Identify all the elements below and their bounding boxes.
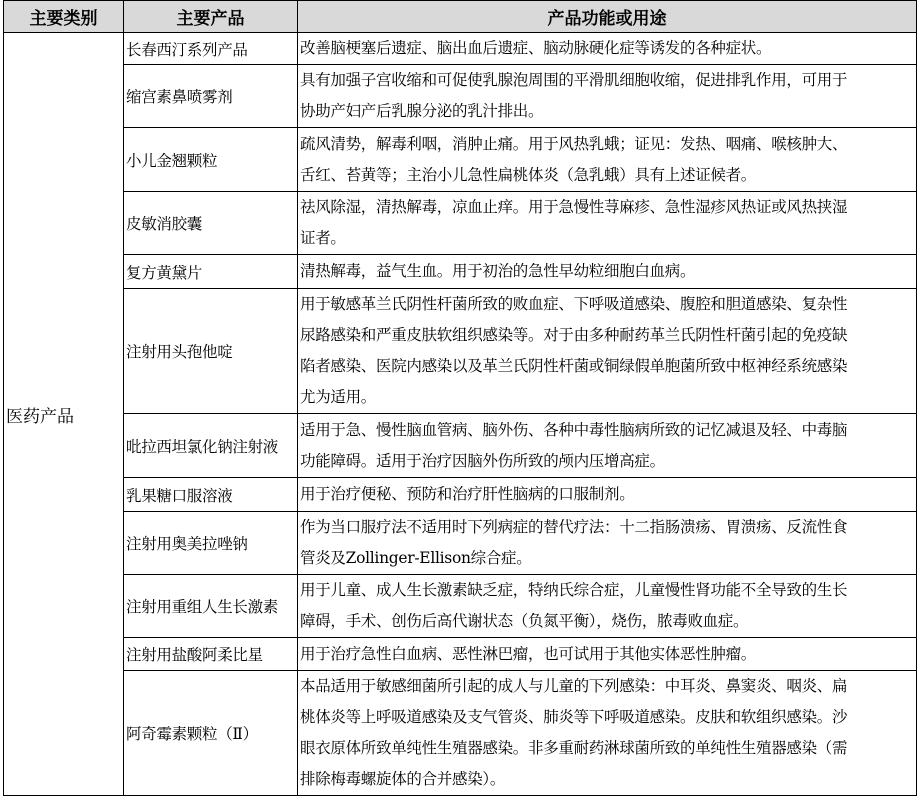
function-line: 本品适用于敏感细菌所引起的成人与儿童的下列感染：中耳炎、鼻窦炎、咽炎、扁 [300,677,848,695]
table-row [4,192,917,255]
product-function [298,512,917,575]
function-line: 用于儿童、成人生长激素缺乏症，特纳氏综合症，儿童慢性肾功能不全导致的生长 [300,581,848,599]
function-line: 障碍，手术、创伤后高代谢状态（负氮平衡），烧伤，脓毒败血症。 [300,612,749,630]
function-line: 证者。 [300,229,346,247]
table-row [4,638,917,671]
product-function [298,671,917,796]
function-line: 疏风清势，解毒利咽，消肿止痛。用于风热乳蛾；证见：发热、咽痛、喉核肿大、 [300,134,848,153]
product-name: 复方黄黛片 [124,255,298,289]
product-name: 缩宫素鼻喷雾剂 [124,65,298,128]
table-row [4,65,917,128]
category-cell: 医药产品 [4,33,124,796]
product-name: 注射用奥美拉唑钠 [124,512,298,575]
table-row [4,414,917,478]
product-name: 注射用盐酸阿柔比星 [124,638,298,671]
product-function [298,192,917,255]
product-name: 注射用重组人生长激素 [124,575,298,638]
header-row [4,1,917,33]
product-function [298,255,917,289]
product-name: 长春西汀系列产品 [124,33,298,65]
table-row [4,512,917,575]
table-row [4,128,917,192]
header-product: 主要产品 [124,1,298,33]
function-line: 尿路感染和严重皮肤软组织感染等。对于由多种耐药革兰氏阴性杆菌引起的免疫缺 [300,326,848,344]
product-name: 吡拉西坦氯化钠注射液 [124,414,298,478]
function-line: 协助产妇产后乳腺分泌的乳汁排出。 [300,102,544,120]
product-function [298,33,917,65]
function-line: 陷者感染、医院内感染以及革兰氏阴性杆菌或铜绿假单胞菌所致中枢神经系统感染 [300,357,848,375]
product-name: 小儿金翘颗粒 [124,128,298,192]
function-line: 祛风除湿，清热解毒，凉血止痒。用于急慢性荨麻疹、急性湿疹风热证或风热挟湿 [300,198,848,216]
product-function [298,478,917,512]
function-line: 用于敏感革兰氏阴性杆菌所致的败血症、下呼吸道感染、腹腔和胆道感染、复杂性 [300,295,848,313]
function-line: 功能障碍。适用于治疗因脑外伤所致的颅内压增高症。 [300,451,665,470]
function-line: 作为当口服疗法不适用时下列病症的替代疗法：十二指肠溃疡、胃溃疡、反流性食 [300,518,848,536]
function-line: 桃体炎等上呼吸道感染及支气管炎、肺炎等下呼吸道感染。皮肤和软组织感染。沙 [300,708,848,726]
product-function [298,128,917,192]
function-line: 具有加强子宫收缩和可促使乳腺泡周围的平滑肌细胞收缩，促进排乳作用，可用于 [300,71,848,89]
function-line: 眼衣原体所致单纯性生殖器感染。非多重耐药淋球菌所致的单纯性生殖器感染（需 [300,739,848,757]
product-name: 阿奇霉素颗粒（Ⅱ） [124,671,298,796]
product-function [298,638,917,671]
table-row [4,289,917,414]
function-line: 管炎及Zollinger-Ellison综合症。 [300,549,532,567]
function-line: 舌红、苔黄等；主治小儿急性扁桃体炎（急乳蛾）具有上述证候者。 [300,165,757,184]
product-name: 注射用头孢他啶 [124,289,298,414]
product-function [298,414,917,478]
product-function [298,575,917,638]
function-line: 用于治疗急性白血病、恶性淋巴瘤，也可试用于其他实体恶性肿瘤。 [300,644,757,663]
table-row [4,255,917,289]
product-name: 乳果糖口服溶液 [124,478,298,512]
product-function [298,65,917,128]
function-line: 清热解毒，益气生血。用于初治的急性早幼粒细胞白血病。 [300,262,696,280]
table-row [4,671,917,796]
product-function [298,289,917,414]
table-row [4,33,917,65]
function-line: 用于治疗便秘、预防和治疗肝性脑病的口服制剂。 [300,485,635,503]
function-line: 尤为适用。 [300,388,377,406]
product-table [3,0,917,796]
function-line: 排除梅毒螺旋体的合并感染）。 [300,770,506,788]
function-line: 改善脑梗塞后遗症、脑出血后遗症、脑动脉硬化症等诱发的各种症状。 [300,39,772,57]
product-name: 皮敏消胶囊 [124,192,298,255]
header-function: 产品功能或用途 [298,1,917,33]
header-category: 主要类别 [4,1,124,33]
table-row [4,478,917,512]
function-line: 适用于急、慢性脑血管病、脑外伤、各种中毒性脑病所致的记忆减退及轻、中毒脑 [300,420,848,439]
table-row [4,575,917,638]
